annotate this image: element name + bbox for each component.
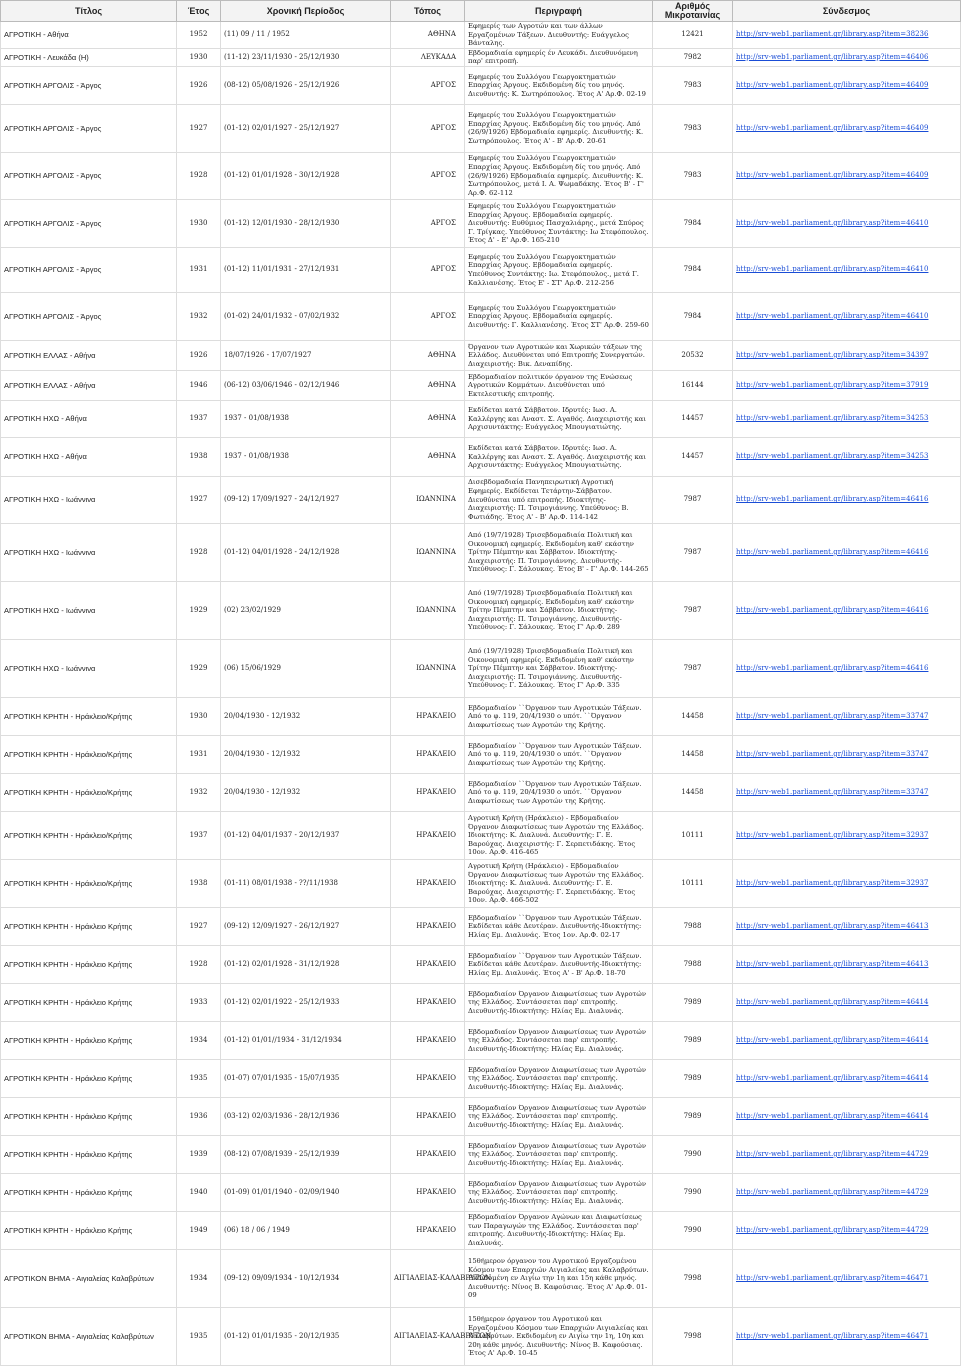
table-row: [1, 983, 961, 1021]
row-description: Όργανον των Αγροτικών και Χωρικών τάξεων της Ελλάδος. Διευθύνεται υπό Επιτροπής Συνεργατών. Διαχειριστής: Βικ. Δεναπίδης.: [465, 340, 653, 370]
row-description: Εβδομαδιαίον ``Όργανον των Αγροτικών Τάξεων. Εκδίδεται κάθε Δευτέραν. Διευθυντής-Ιδιοκτήτης: Ηλίας Εμ. Διαλυνάς. Έτος Α' - Β' Αρ.Φ. 18-70: [465, 945, 653, 983]
header-row: [1, 1, 961, 22]
row-link[interactable]: http://srv-web1.parliament.gr/library.asp?item=46416: [733, 476, 961, 523]
row-period: (01-12) 04/01/1937 - 20/12/1937: [221, 811, 391, 859]
row-title: ΑΓΡΟΤΙΚΗ ΚΡΗΤΗ - Ηράκλειο/Κρήτης: [1, 697, 177, 735]
table-row: [1, 639, 961, 697]
row-title: ΑΓΡΟΤΙΚΗ ΕΛΛΑΣ - Αθήνα: [1, 340, 177, 370]
table-row: [1, 22, 961, 49]
table-row: [1, 104, 961, 152]
row-link[interactable]: http://srv-web1.parliament.gr/library.asp?item=32937: [733, 859, 961, 907]
row-microfilm-number: 7998: [653, 1249, 733, 1307]
row-year: 1938: [177, 859, 221, 907]
row-microfilm-number: 14458: [653, 697, 733, 735]
table-row: [1, 340, 961, 370]
table-row: [1, 292, 961, 340]
table-row: [1, 476, 961, 523]
row-microfilm-number: 7987: [653, 523, 733, 581]
row-description: Εβδομαδιαίον Όργανον Διαφωτίσεως των Αγροτών της Ελλάδος. Συντάσσεται παρ' επιτροπής. Διευθυντής-Ιδιοκτήτης: Ηλίας Εμ. Διαλυνάς.: [465, 1059, 653, 1097]
row-place: ΑΡΓΟΣ: [391, 199, 465, 247]
header-place: Τόπος: [391, 1, 465, 22]
row-title: ΑΓΡΟΤΙΚΗ ΚΡΗΤΗ - Ηράκλειο Κρήτης: [1, 983, 177, 1021]
row-link[interactable]: http://srv-web1.parliament.gr/library.asp?item=44729: [733, 1211, 961, 1249]
row-microfilm-number: 7988: [653, 907, 733, 945]
row-microfilm-number: 14458: [653, 773, 733, 811]
row-period: 1937 - 01/08/1938: [221, 437, 391, 476]
row-period: (09-12) 17/09/1927 - 24/12/1927: [221, 476, 391, 523]
row-period: (01-12) 01/01/1935 - 20/12/1935: [221, 1307, 391, 1365]
row-title: ΑΓΡΟΤΙΚΗ ΗΧΩ - Ιωάννινα: [1, 581, 177, 639]
row-place: ΗΡΑΚΛΕΙΟ: [391, 1135, 465, 1173]
table-row: [1, 199, 961, 247]
row-period: 20/04/1930 - 12/1932: [221, 773, 391, 811]
table-row: [1, 523, 961, 581]
row-microfilm-number: 10111: [653, 811, 733, 859]
row-link[interactable]: http://srv-web1.parliament.gr/library.asp?item=32937: [733, 811, 961, 859]
row-year: 1935: [177, 1307, 221, 1365]
row-description: Εβδομαδιαίον ``Όργανον των Αγροτικών Τάξεων. Από το φ. 119, 20/4/1930 ο υπότ. ``Όργανον Διαφωτίσεως των Αγροτών της Κρήτης.: [465, 773, 653, 811]
row-place: ΑΘΗΝΑ: [391, 22, 465, 49]
table-row: [1, 907, 961, 945]
row-place: ΙΩΑΝΝΙΝΑ: [391, 581, 465, 639]
row-place: ΑΙΓΙΑΛΕΙΑΣ-ΚΑΛΑΒΡΥΤΩΝ: [391, 1307, 465, 1365]
row-title: ΑΓΡΟΤΙΚΗ ΚΡΗΤΗ - Ηράκλειο Κρήτης: [1, 945, 177, 983]
row-year: 1932: [177, 773, 221, 811]
table-row: [1, 437, 961, 476]
row-title: ΑΓΡΟΤΙΚΗ ΑΡΓΟΛΙΣ - Άργος: [1, 152, 177, 199]
table-row: [1, 152, 961, 199]
row-place: ΗΡΑΚΛΕΙΟ: [391, 983, 465, 1021]
row-period: (01-12) 02/01/1922 - 25/12/1933: [221, 983, 391, 1021]
row-place: ΗΡΑΚΛΕΙΟ: [391, 773, 465, 811]
header-period: Χρονική Περίοδος: [221, 1, 391, 22]
row-year: 1928: [177, 945, 221, 983]
row-title: ΑΓΡΟΤΙΚΗ ΚΡΗΤΗ - Ηράκλειο Κρήτης: [1, 1097, 177, 1135]
row-link[interactable]: http://srv-web1.parliament.gr/library.asp?item=44729: [733, 1135, 961, 1173]
row-period: (01-11) 08/01/1938 - ??/11/1938: [221, 859, 391, 907]
row-year: 1936: [177, 1097, 221, 1135]
row-year: 1930: [177, 697, 221, 735]
row-period: (01-12) 12/01/1930 - 28/12/1930: [221, 199, 391, 247]
row-place: ΙΩΑΝΝΙΝΑ: [391, 476, 465, 523]
row-period: (01-12) 01/01/1928 - 30/12/1928: [221, 152, 391, 199]
row-place: ΑΘΗΝΑ: [391, 340, 465, 370]
row-period: (01-12) 11/01/1931 - 27/12/1931: [221, 247, 391, 292]
row-place: ΑΘΗΝΑ: [391, 437, 465, 476]
row-place: ΑΘΗΝΑ: [391, 370, 465, 400]
row-place: ΗΡΑΚΛΕΙΟ: [391, 697, 465, 735]
row-place: ΑΡΓΟΣ: [391, 152, 465, 199]
header-link: Σύνδεσμος: [733, 1, 961, 22]
row-year: 1935: [177, 1059, 221, 1097]
row-description: Εφημερίς του Συλλόγου Γεωργοκτηματιών Επαρχίας Άργους. Εκδιδομένη δίς του μηνός. Από (26/9/1926) Εβδομαδιαία εφημερίς. Διευθυντής: Κ. Σωτηρόπουλος. Έτος Α' - Β' Αρ.Φ. 20-61: [465, 104, 653, 152]
row-link[interactable]: http://srv-web1.parliament.gr/library.asp?item=46471: [733, 1249, 961, 1307]
row-link[interactable]: http://srv-web1.parliament.gr/library.asp?item=46413: [733, 907, 961, 945]
row-description: Εφημερίς του Συλλόγου Γεωργοκτηματιών Επαρχίας Άργους. Εβδομαδιαία εφημερίς. Υπεύθυνος Συντάκτης: Ιω. Στεφόπουλος., μετά Γ. Καλλιανέσης. Έτος Ε' - ΣΤ' Αρ.Φ. 212-256: [465, 247, 653, 292]
table-row: [1, 1135, 961, 1173]
row-microfilm-number: 14458: [653, 735, 733, 773]
row-description: 15θήμερον όργανον του Αγροτικού και Εργαζομένου Κόσμου των Επαρχιών Αιγιαλείας και Καλαβρύτων. Εκδιδομένη εν Αιγίω την 1η, 10η και 20η κάθε μηνός. Διευθυντής: Νίνος Β. Καφούσιας. Έτος Α' Αρ.Φ. 10-45: [465, 1307, 653, 1365]
row-description: Εφημερίς του Συλλόγου Γεωργοκτηματιών Επαρχίας Άργους. Εβδομαδιαία εφημερίς. Διευθυντής: Ευθύμιος Πασχαλιάρης., μετά Σπύρος Γ. Τρίγκας. Υπεύθυνος Συντάκτης: Ιω Στεφόπουλος. Έτος Δ' - Ε' Αρ.Φ. 165-210: [465, 199, 653, 247]
row-year: 1933: [177, 983, 221, 1021]
table-row: [1, 1249, 961, 1307]
row-description: Εβδομαδιαίον Όργανον Διαφωτίσεως των Αγροτών της Ελλάδος. Συντάσσεται παρ' επιτροπής. Διευθυντής-Ιδιοκτήτης: Ηλίας Εμ. Διαλυνάς.: [465, 1135, 653, 1173]
row-description: Εβδομαδιαίον ``Όργανον των Αγροτικών Τάξεων. Εκδίδεται κάθε Δευτέραν. Διευθυντής-Ιδιοκτήτης: Ηλίας Εμ. Διαλυνάς. Έτος 1ον. Αρ.Φ. 02-17: [465, 907, 653, 945]
row-microfilm-number: 7998: [653, 1307, 733, 1365]
row-title: ΑΓΡΟΤΙΚΗ ΚΡΗΤΗ - Ηράκλειο Κρήτης: [1, 1059, 177, 1097]
row-period: (08-12) 07/08/1939 - 25/12/1939: [221, 1135, 391, 1173]
row-year: 1930: [177, 199, 221, 247]
row-link[interactable]: http://srv-web1.parliament.gr/library.asp?item=33747: [733, 697, 961, 735]
row-description: Εβδομαδιαία εφημερίς έν Λευκάδι. Διευθυνόμενη παρ' επιτροπή.: [465, 48, 653, 66]
row-year: 1937: [177, 400, 221, 437]
row-description: Εφημερίς των Αγροτών και των άλλων Εργαζομένων Τάξεων. Διευθυντής: Ευάγγελος Βάνταλης.: [465, 22, 653, 49]
row-description: Εφημερίς του Συλλόγου Γεωργοκτηματιών Επαρχίας Άργους. Εβδομαδιαία εφημερίς. Διευθυντής: Γ. Καλλιανέσης. Έτος ΣΤ' Αρ.Φ. 259-60: [465, 292, 653, 340]
row-microfilm-number: 7990: [653, 1173, 733, 1211]
table-row: [1, 247, 961, 292]
row-year: 1931: [177, 247, 221, 292]
row-period: 20/04/1930 - 12/1932: [221, 697, 391, 735]
row-period: (03-12) 02/03/1936 - 28/12/1936: [221, 1097, 391, 1135]
row-microfilm-number: 14457: [653, 400, 733, 437]
row-title: ΑΓΡΟΤΙΚΗ ΚΡΗΤΗ - Ηράκλειο/Κρήτης: [1, 773, 177, 811]
row-description: Αγροτική Κρήτη (Ηράκλειο) - Εβδομαδιαίον Όργανον Διαφωτίσεως των Αγροτών της Ελλάδος. Ιδιοκτήτης: Κ. Διαλυνά. Διευθυντής: Γ. Ε. Βαρούχας. Διαχειριστής: Γ. Σερπετιδάκης. Έτος 10ον. Αρ.Φ. 466-502: [465, 859, 653, 907]
row-microfilm-number: 7983: [653, 66, 733, 104]
row-link[interactable]: http://srv-web1.parliament.gr/library.asp?item=38236: [733, 22, 961, 49]
row-link[interactable]: http://srv-web1.parliament.gr/library.asp?item=46416: [733, 639, 961, 697]
row-period: (06) 15/06/1929: [221, 639, 391, 697]
row-description: Αγροτική Κρήτη (Ηράκλειο) - Εβδομαδιαίον Όργανον Διαφωτίσεως των Αγροτών της Ελλάδος. Ιδιοκτήτης: Κ. Διαλυνά. Διευθυντής: Γ. Ε. Βαρούχας. Διαχειριστής: Γ. Σερπετιδάκης. Έτος 10ον. Αρ.Φ. 416-465: [465, 811, 653, 859]
row-link[interactable]: http://srv-web1.parliament.gr/library.asp?item=46414: [733, 1059, 961, 1097]
row-link[interactable]: http://srv-web1.parliament.gr/library.asp?item=46413: [733, 945, 961, 983]
row-place: ΗΡΑΚΛΕΙΟ: [391, 1021, 465, 1059]
table-row: [1, 1097, 961, 1135]
row-title: ΑΓΡΟΤΙΚΗ - Λευκάδα (Η): [1, 48, 177, 66]
row-period: (06) 18 / 06 / 1949: [221, 1211, 391, 1249]
table-row: [1, 66, 961, 104]
row-period: (11) 09 / 11 / 1952: [221, 22, 391, 49]
row-place: ΑΡΓΟΣ: [391, 292, 465, 340]
row-link[interactable]: http://srv-web1.parliament.gr/library.asp?item=46410: [733, 247, 961, 292]
table-row: [1, 581, 961, 639]
row-title: ΑΓΡΟΤΙΚΗ ΚΡΗΤΗ - Ηράκλειο Κρήτης: [1, 1173, 177, 1211]
row-year: 1927: [177, 907, 221, 945]
row-period: (01-07) 07/01/1935 - 15/07/1935: [221, 1059, 391, 1097]
table-row: [1, 859, 961, 907]
row-title: ΑΓΡΟΤΙΚΗ ΚΡΗΤΗ - Ηράκλειο Κρήτης: [1, 907, 177, 945]
header-title: Τίτλος: [1, 1, 177, 22]
row-year: 1929: [177, 581, 221, 639]
row-title: ΑΓΡΟΤΙΚΗ ΑΡΓΟΛΙΣ - Άργος: [1, 247, 177, 292]
table-row: [1, 735, 961, 773]
row-title: ΑΓΡΟΤΙΚΗ ΗΧΩ - Αθήνα: [1, 437, 177, 476]
row-description: Από (19/7/1928) Τρισεβδομαδιαία Πολιτική και Οικονομική εφημερίς. Εκδιδομένη καθ' εκάστην Τρίτην Πέμπτην και Σάββατον. Ιδιοκτήτης-Διαχειριστής: Π. Τσιμογιάννης. Διευθυντής-Υπεύθυνος: Γ. Σάλουκας. Έτος Β' - Γ' Αρ.Φ. 144-265: [465, 523, 653, 581]
row-place: ΗΡΑΚΛΕΙΟ: [391, 1059, 465, 1097]
row-year: 1929: [177, 639, 221, 697]
row-microfilm-number: 7990: [653, 1211, 733, 1249]
row-microfilm-number: 7987: [653, 639, 733, 697]
row-link[interactable]: http://srv-web1.parliament.gr/library.asp?item=46409: [733, 152, 961, 199]
row-microfilm-number: 7984: [653, 199, 733, 247]
row-title: ΑΓΡΟΤΙΚΗ ΑΡΓΟΛΙΣ - Άργος: [1, 66, 177, 104]
row-period: (01-12) 02/01/1927 - 25/12/1927: [221, 104, 391, 152]
table-row: [1, 697, 961, 735]
row-year: 1926: [177, 340, 221, 370]
row-microfilm-number: 7989: [653, 983, 733, 1021]
table-row: [1, 1307, 961, 1365]
row-link[interactable]: http://srv-web1.parliament.gr/library.asp?item=33747: [733, 735, 961, 773]
row-title: ΑΓΡΟΤΙΚΗ ΚΡΗΤΗ - Ηράκλειο Κρήτης: [1, 1135, 177, 1173]
row-link[interactable]: http://srv-web1.parliament.gr/library.asp?item=46414: [733, 983, 961, 1021]
row-title: ΑΓΡΟΤΙΚΗ ΗΧΩ - Αθήνα: [1, 400, 177, 437]
table-row: [1, 1021, 961, 1059]
row-description: Από (19/7/1928) Τρισεβδομαδιαία Πολιτική και Οικονομική εφημερίς. Εκδιδομένη καθ' εκάστην Τρίτην Πέμπτην και Σάββατον. Ιδιοκτήτης-Διαχειριστής: Π. Τσιμογιάννης. Διευθυντής-Υπεύθυνος: Γ. Σάλουκας. Έτος Γ' Αρ.Φ. 335: [465, 639, 653, 697]
row-year: 1934: [177, 1249, 221, 1307]
row-link[interactable]: http://srv-web1.parliament.gr/library.asp?item=46406: [733, 48, 961, 66]
row-title: ΑΓΡΟΤΙΚΗ ΑΡΓΟΛΙΣ - Άργος: [1, 104, 177, 152]
row-link[interactable]: http://srv-web1.parliament.gr/library.asp?item=46410: [733, 292, 961, 340]
row-microfilm-number: 10111: [653, 859, 733, 907]
row-microfilm-number: 7989: [653, 1097, 733, 1135]
header-microfilm: Αριθμός Μικροταινίας: [653, 1, 733, 22]
row-period: 20/04/1930 - 12/1932: [221, 735, 391, 773]
row-link[interactable]: http://srv-web1.parliament.gr/library.asp?item=37919: [733, 370, 961, 400]
row-year: 1926: [177, 66, 221, 104]
row-microfilm-number: 16144: [653, 370, 733, 400]
row-year: 1940: [177, 1173, 221, 1211]
row-period: (11-12) 23/11/1930 - 25/12/1930: [221, 48, 391, 66]
row-title: ΑΓΡΟΤΙΚΗ ΚΡΗΤΗ - Ηράκλειο Κρήτης: [1, 1211, 177, 1249]
header-year: Έτος: [177, 1, 221, 22]
row-description: Εφημερίς του Συλλόγου Γεωργοκτηματιών Επαρχίας Άργους. Εκδιδομένη δίς του μηνός. Από (26/9/1926) Εβδομαδιαία εφημερίς. Διευθυντής: Κ. Σωτηρόπουλος, μετά Ι. Α. Ψωμαδάκης. Έτος Β' - Γ' Αρ.Φ. 62-112: [465, 152, 653, 199]
row-period: (01-09) 01/01/1940 - 02/09/1940: [221, 1173, 391, 1211]
row-year: 1937: [177, 811, 221, 859]
row-year: 1946: [177, 370, 221, 400]
row-microfilm-number: 7983: [653, 152, 733, 199]
row-year: 1931: [177, 735, 221, 773]
row-link[interactable]: http://srv-web1.parliament.gr/library.asp?item=46409: [733, 66, 961, 104]
row-period: (08-12) 05/08/1926 - 25/12/1926: [221, 66, 391, 104]
row-year: 1932: [177, 292, 221, 340]
row-year: 1939: [177, 1135, 221, 1173]
row-place: ΗΡΑΚΛΕΙΟ: [391, 1211, 465, 1249]
row-place: ΛΕΥΚΑΔΑ: [391, 48, 465, 66]
row-description: Εβδομαδιαίον ``Όργανον των Αγροτικών Τάξεων. Από το φ. 119, 20/4/1930 ο υπότ. ``Όργανον Διαφωτίσεως των Αγροτών της Κρήτης.: [465, 735, 653, 773]
table-row: [1, 1173, 961, 1211]
row-title: ΑΓΡΟΤΙΚΟΝ ΒΗΜΑ - Αιγιαλείας Καλαβρύτων: [1, 1249, 177, 1307]
row-description: Εφημερίς του Συλλόγου Γεωργοκτηματιών Επαρχίας Άργους. Εκδιδομένη δίς του μηνός. Διευθυντής: Κ. Σωτηρόπουλος. Έτος Α' Αρ.Φ. 02-19: [465, 66, 653, 104]
row-year: 1928: [177, 523, 221, 581]
table-row: [1, 400, 961, 437]
row-link[interactable]: http://srv-web1.parliament.gr/library.asp?item=46416: [733, 523, 961, 581]
row-title: ΑΓΡΟΤΙΚΗ ΚΡΗΤΗ - Ηράκλειο/Κρήτης: [1, 859, 177, 907]
row-year: 1927: [177, 104, 221, 152]
row-description: Εβδομαδιαίον Όργανον Διαφωτίσεως των Αγροτών της Ελλάδος. Συντάσσεται παρ' επιτροπής. Διευθυντής-Ιδιοκτήτης: Ηλίας Εμ. Διαλυνάς.: [465, 983, 653, 1021]
row-period: 1937 - 01/08/1938: [221, 400, 391, 437]
row-period: (09-12) 09/09/1934 - 10/12/1934: [221, 1249, 391, 1307]
row-title: ΑΓΡΟΤΙΚΗ - Αθήνα: [1, 22, 177, 49]
row-year: 1934: [177, 1021, 221, 1059]
row-place: ΗΡΑΚΛΕΙΟ: [391, 945, 465, 983]
row-place: ΑΙΓΙΑΛΕΙΑΣ-ΚΑΛΑΒΡΥΤΩΝ: [391, 1249, 465, 1307]
row-link[interactable]: http://srv-web1.parliament.gr/library.asp?item=34253: [733, 437, 961, 476]
row-link[interactable]: http://srv-web1.parliament.gr/library.asp?item=46471: [733, 1307, 961, 1365]
row-description: Εβδομαδιαίον Όργανον Διαφωτίσεως των Αγροτών της Ελλάδος. Συντάσσεται παρ' επιτροπής. Διευθυντής-Ιδιοκτήτης: Ηλίας Εμ. Διαλυνάς.: [465, 1173, 653, 1211]
table-row: [1, 1211, 961, 1249]
row-place: ΗΡΑΚΛΕΙΟ: [391, 735, 465, 773]
table-row: [1, 773, 961, 811]
row-microfilm-number: 7984: [653, 247, 733, 292]
row-microfilm-number: 12421: [653, 22, 733, 49]
row-place: ΙΩΑΝΝΙΝΑ: [391, 523, 465, 581]
row-title: ΑΓΡΟΤΙΚΗ ΑΡΓΟΛΙΣ - Άργος: [1, 292, 177, 340]
row-description: 15θήμερον όργανον του Αγροτικού Εργαζομένου Κόσμου των Επαρχιών Αιγιαλείας και Καλαβρύτων. Εκδιδομένη εν Αιγίω την 1η και 15η κάθε μηνός. Διευθυντής: Νίνος Β. Καφούσιας. Έτος Α' Αρ.Φ. 01-09: [465, 1249, 653, 1307]
row-description: Εβδομαδιαίον ``Όργανον των Αγροτικών Τάξεων. Από το φ. 119, 20/4/1930 ο υπότ. ``Όργανον Διαφωτίσεως των Αγροτών της Κρήτης.: [465, 697, 653, 735]
row-period: (01-12) 04/01/1928 - 24/12/1928: [221, 523, 391, 581]
row-period: (02) 23/02/1929: [221, 581, 391, 639]
row-title: ΑΓΡΟΤΙΚΗ ΚΡΗΤΗ - Ηράκλειο/Κρήτης: [1, 735, 177, 773]
row-place: ΗΡΑΚΛΕΙΟ: [391, 907, 465, 945]
row-link[interactable]: http://srv-web1.parliament.gr/library.asp?item=46409: [733, 104, 961, 152]
row-place: ΑΘΗΝΑ: [391, 400, 465, 437]
row-microfilm-number: 7989: [653, 1021, 733, 1059]
row-description: Εβδομαδιαίον πολιτικόν όργανον της Ενώσεως Αγροτικών Κομμάτων. Διευθύνεται υπό Εκτελεστικής επιτροπής.: [465, 370, 653, 400]
row-period: (09-12) 12/09/1927 - 26/12/1927: [221, 907, 391, 945]
row-microfilm-number: 7987: [653, 581, 733, 639]
row-year: 1938: [177, 437, 221, 476]
row-place: ΑΡΓΟΣ: [391, 66, 465, 104]
row-link[interactable]: http://srv-web1.parliament.gr/library.asp?item=46414: [733, 1097, 961, 1135]
row-link[interactable]: http://srv-web1.parliament.gr/library.asp?item=46414: [733, 1021, 961, 1059]
row-microfilm-number: 7982: [653, 48, 733, 66]
row-place: ΗΡΑΚΛΕΙΟ: [391, 811, 465, 859]
row-description: Εκδίδεται κατά Σάββατον. Ιδρυτές: Ιωσ. Α. Καλλέργης και Αναστ. Σ. Αγαθός. Διαχειριστής και Αρχισυντάκτης: Ευάγγελος Μπουγιατιώτης.: [465, 400, 653, 437]
row-link[interactable]: http://srv-web1.parliament.gr/library.asp?item=34397: [733, 340, 961, 370]
row-description: Εβδομαδιαίον Όργανον Διαφωτίσεως των Αγροτών της Ελλάδος. Συντάσσεται παρ' επιτροπής. Διευθυντής-Ιδιοκτήτης: Ηλίας Εμ. Διαλυνάς.: [465, 1021, 653, 1059]
row-microfilm-number: 20532: [653, 340, 733, 370]
row-period: 18/07/1926 - 17/07/1927: [221, 340, 391, 370]
table-row: [1, 370, 961, 400]
row-place: ΗΡΑΚΛΕΙΟ: [391, 859, 465, 907]
row-year: 1927: [177, 476, 221, 523]
row-place: ΙΩΑΝΝΙΝΑ: [391, 639, 465, 697]
row-description: Εκδίδεται κατά Σάββατον. Ιδρυτές: Ιωσ. Α. Καλλέργης και Αναστ. Σ. Αγαθός. Διαχειριστής και Αρχισυντάκτης: Ευάγγελος Μπουγιατιώτης.: [465, 437, 653, 476]
row-title: ΑΓΡΟΤΙΚΗ ΕΛΛΑΣ - Αθήνα: [1, 370, 177, 400]
row-description: Δισεβδομαδιαία Πανηπειρωτική Αγροτική Εφημερίς. Εκδίδεται Τετάρτην-Σάββατον. Διευθύνεται υπό επιτροπής. Ιδιοκτήτης-Διαχειριστής: Π. Τσιμογιάννης. Υπεύθυνος: Β. Φωτιάδης. Έτος Α' - Β' Αρ.Φ. 114-142: [465, 476, 653, 523]
row-period: (01-02) 24/01/1932 - 07/02/1932: [221, 292, 391, 340]
row-link[interactable]: http://srv-web1.parliament.gr/library.asp?item=44729: [733, 1173, 961, 1211]
table-row: [1, 1059, 961, 1097]
row-link[interactable]: http://srv-web1.parliament.gr/library.asp?item=46410: [733, 199, 961, 247]
row-link[interactable]: http://srv-web1.parliament.gr/library.asp?item=34253: [733, 400, 961, 437]
row-description: Εβδομαδιαίον Όργανον Διαφωτίσεως των Αγροτών της Ελλάδος. Συντάσσεται παρ' επιτροπής. Διευθυντής-Ιδιοκτήτης: Ηλίας Εμ. Διαλυνάς.: [465, 1097, 653, 1135]
row-microfilm-number: 14457: [653, 437, 733, 476]
row-microfilm-number: 7983: [653, 104, 733, 152]
header-description: Περιγραφή: [465, 1, 653, 22]
row-year: 1930: [177, 48, 221, 66]
table-row: [1, 945, 961, 983]
row-description: Από (19/7/1928) Τρισεβδομαδιαία Πολιτική και Οικονομική εφημερίς. Εκδιδομένη καθ' εκάστην Τρίτην Πέμπτην και Σάββατον. Ιδιοκτήτης-Διαχειριστής: Π. Τσιμογιάννης. Διευθυντής-Υπεύθυνος: Γ. Σάλουκας. Έτος Γ' Αρ.Φ. 289: [465, 581, 653, 639]
table-row: [1, 48, 961, 66]
row-link[interactable]: http://srv-web1.parliament.gr/library.asp?item=33747: [733, 773, 961, 811]
row-year: 1949: [177, 1211, 221, 1249]
row-microfilm-number: 7987: [653, 476, 733, 523]
row-microfilm-number: 7984: [653, 292, 733, 340]
row-title: ΑΓΡΟΤΙΚΗ ΗΧΩ - Ιωάννινα: [1, 476, 177, 523]
table-body: [1, 22, 961, 1366]
row-title: ΑΓΡΟΤΙΚΗ ΑΡΓΟΛΙΣ - Άργος: [1, 199, 177, 247]
row-place: ΑΡΓΟΣ: [391, 104, 465, 152]
row-place: ΗΡΑΚΛΕΙΟ: [391, 1097, 465, 1135]
row-place: ΑΡΓΟΣ: [391, 247, 465, 292]
row-link[interactable]: http://srv-web1.parliament.gr/library.asp?item=46416: [733, 581, 961, 639]
row-title: ΑΓΡΟΤΙΚΟΝ ΒΗΜΑ - Αιγιαλείας Καλαβρύτων: [1, 1307, 177, 1365]
row-year: 1952: [177, 22, 221, 49]
row-title: ΑΓΡΟΤΙΚΗ ΗΧΩ - Ιωάννινα: [1, 639, 177, 697]
row-period: (01-12) 02/01/1928 - 31/12/1928: [221, 945, 391, 983]
row-period: (01-12) 01/01//1934 - 31/12/1934: [221, 1021, 391, 1059]
row-period: (06-12) 03/06/1946 - 02/12/1946: [221, 370, 391, 400]
table-row: [1, 811, 961, 859]
row-place: ΗΡΑΚΛΕΙΟ: [391, 1173, 465, 1211]
row-title: ΑΓΡΟΤΙΚΗ ΚΡΗΤΗ - Ηράκλειο/Κρήτης: [1, 811, 177, 859]
row-year: 1928: [177, 152, 221, 199]
row-description: Εβδομαδιαίον Όργανον Αγώνων και Διαφωτίσεως των Παραγωγών της Ελλάδος. Συντάσσεται παρ' επιτροπής. Διευθυντής-Ιδιοκτήτης: Ηλίας Εμ. Διαλυνάς.: [465, 1211, 653, 1249]
row-microfilm-number: 7989: [653, 1059, 733, 1097]
row-microfilm-number: 7990: [653, 1135, 733, 1173]
row-microfilm-number: 7988: [653, 945, 733, 983]
row-title: ΑΓΡΟΤΙΚΗ ΚΡΗΤΗ - Ηράκλειο Κρήτης: [1, 1021, 177, 1059]
row-title: ΑΓΡΟΤΙΚΗ ΗΧΩ - Ιωάννινα: [1, 523, 177, 581]
